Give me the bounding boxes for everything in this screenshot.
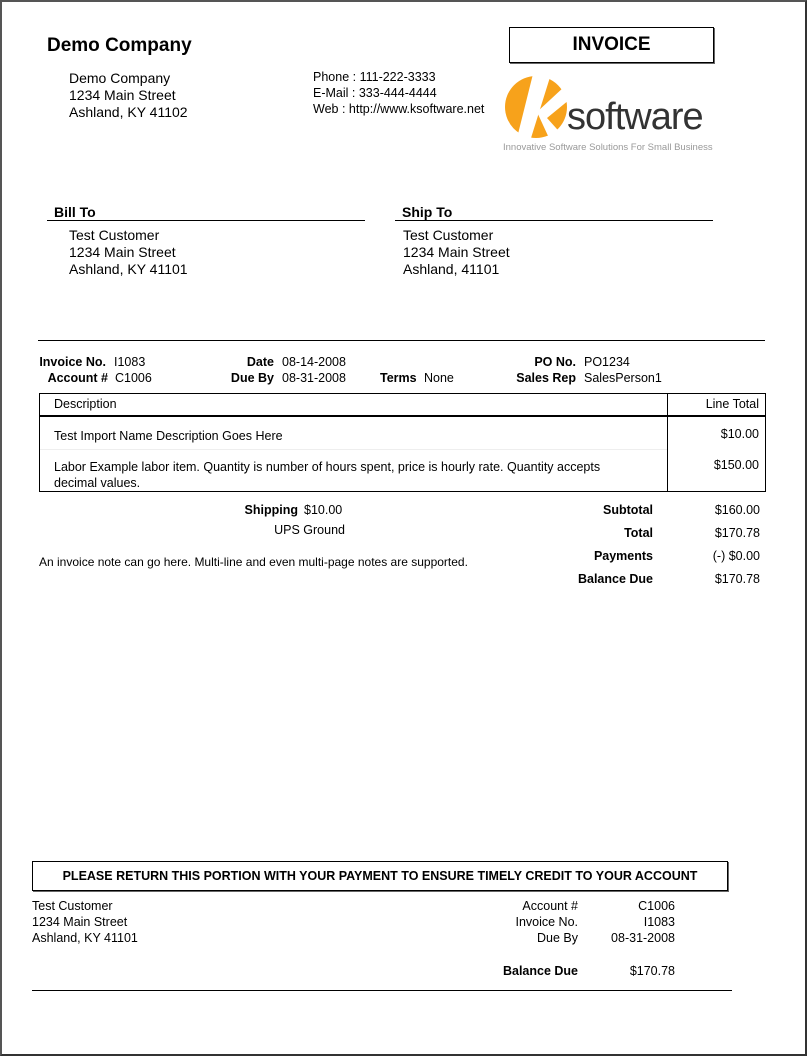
shipping-amount: $10.00	[304, 503, 343, 517]
row-total: $10.00	[720, 427, 759, 441]
ship-to-street: 1234 Main Street	[403, 244, 510, 260]
company-address	[69, 70, 188, 121]
remit-banner: PLEASE RETURN THIS PORTION WITH YOUR PAYMENT TO ENSURE TIMELY CREDIT TO YOUR ACCOUNT	[32, 861, 728, 891]
ship-to-heading: Ship To	[402, 204, 453, 220]
subtotal-value: $160.00	[714, 503, 760, 517]
po: PO1234	[584, 355, 630, 369]
po-label: PO No.	[534, 355, 576, 369]
bill-to-street: 1234 Main Street	[69, 244, 176, 260]
row-description: Test Import Name Description Goes Here	[54, 429, 283, 443]
ship-to-city: Ashland, 41101	[403, 261, 500, 277]
total-value: $170.78	[714, 526, 760, 540]
document-title: INVOICE	[509, 27, 714, 63]
ship-to-name: Test Customer	[403, 227, 494, 243]
remit-balance: $170.78	[629, 964, 675, 978]
due-label: Due By	[230, 371, 274, 385]
invoice-no: I1083	[114, 355, 146, 369]
shipping-label: Shipping	[244, 503, 298, 517]
due: 08-31-2008	[282, 371, 346, 385]
terms-label: Terms	[380, 371, 417, 385]
ship-to-address	[403, 227, 510, 278]
bill-to-address	[69, 227, 188, 278]
bill-to-city: Ashland, KY 41101	[69, 261, 188, 277]
company-email: E-Mail : 333-444-4444	[313, 86, 437, 100]
company-city: Ashland, KY 41102	[69, 104, 188, 120]
company-street: 1234 Main Street	[69, 87, 176, 103]
rep-label: Sales Rep	[516, 371, 576, 385]
account-label: Account #	[47, 371, 108, 385]
total-label: Total	[624, 526, 653, 540]
invoice-note: An invoice note can go here. Multi-line and even multi-page notes are supported.	[39, 555, 468, 569]
payments-value: (-) $0.00	[712, 549, 760, 563]
logo-word: software	[567, 96, 703, 138]
rep: SalesPerson1	[584, 371, 662, 385]
company-phone: Phone : 111-222-3333	[313, 70, 436, 84]
remit-due: 08-31-2008	[611, 931, 675, 945]
balance-due-label: Balance Due	[577, 572, 653, 586]
shipping-method: UPS Ground	[274, 523, 345, 537]
row-total: $150.00	[713, 458, 759, 472]
remit-invoice-label: Invoice No.	[515, 915, 578, 929]
remit-street: 1234 Main Street	[32, 915, 128, 929]
bill-to-heading: Bill To	[54, 204, 96, 220]
company-web[interactable]: Web : http://www.ksoftware.net	[313, 102, 485, 116]
balance-due-value: $170.78	[714, 572, 760, 586]
subtotal-label: Subtotal	[603, 503, 653, 517]
row-description: Labor Example labor item. Quantity is number of hours spent, price is hourly rate. Quantity accepts decimal values.	[54, 460, 601, 490]
line-items-table	[39, 393, 766, 492]
payments-label: Payments	[593, 549, 653, 563]
company-name: Demo Company	[69, 70, 171, 86]
account: C1006	[115, 371, 152, 385]
remit-account-label: Account #	[522, 899, 578, 913]
header-line-total: Line Total	[705, 397, 759, 411]
invoice-no-label: Invoice No.	[39, 355, 106, 369]
date-label: Date	[246, 355, 274, 369]
remit-address	[32, 898, 138, 946]
terms: None	[424, 371, 454, 385]
date: 08-14-2008	[282, 355, 346, 369]
company-title: Demo Company	[47, 35, 192, 56]
remit-city: Ashland, KY 41101	[32, 931, 138, 945]
header-description: Description	[54, 397, 117, 411]
remit-account: C1006	[638, 899, 675, 913]
remit-name: Test Customer	[32, 899, 113, 913]
remit-due-label: Due By	[537, 931, 578, 945]
company-contact	[313, 69, 484, 117]
logo-tagline: Innovative Software Solutions For Small Business	[503, 142, 713, 153]
bill-to-name: Test Customer	[69, 227, 160, 243]
remit-invoice: I1083	[643, 915, 675, 929]
company-logo	[503, 76, 723, 156]
logo-k-icon	[503, 76, 573, 138]
remit-balance-label: Balance Due	[502, 964, 578, 978]
